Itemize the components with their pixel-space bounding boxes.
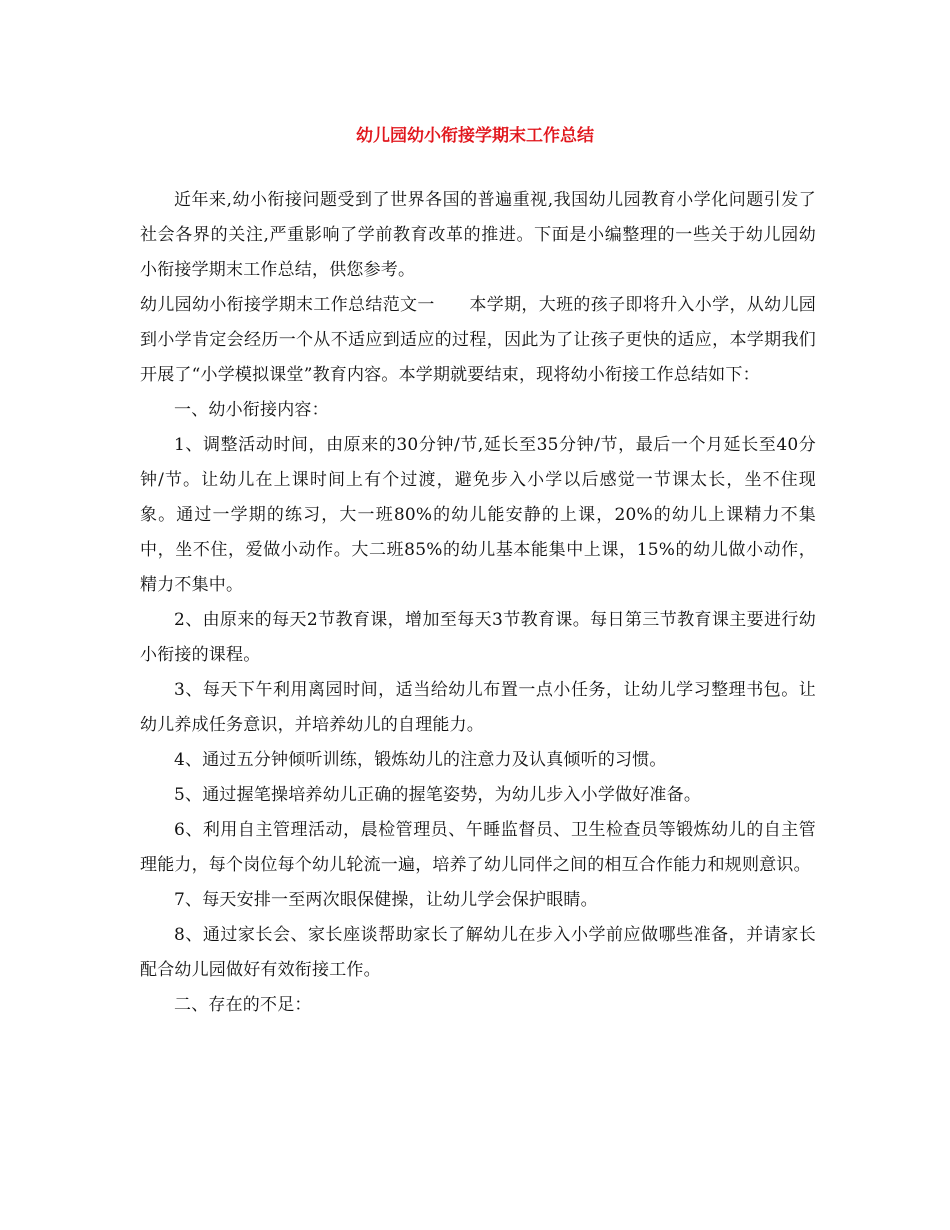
paragraph-item-7: 7、每天安排一至两次眼保健操，让幼儿学会保护眼睛。 bbox=[174, 890, 598, 910]
paragraph-item-2: 2、由原来的每天2节教育课，增加至每天3节教育课。每日第三节教育课主要进行幼小衔接的课程。 bbox=[140, 610, 816, 665]
paragraph-sample-one: 幼儿园幼小衔接学期末工作总结范文一 本学期，大班的孩子即将升入小学，从幼儿园到小学肯定会经历一个从不适应到适应的过程，因此为了让孩子更快的适应，本学期我们开展了“小学模拟课堂”教育内容。本学期就要结束，现将幼小衔接工作总结如下： bbox=[140, 295, 816, 385]
paragraph-item-4: 4、通过五分钟倾听训练，锻炼幼儿的注意力及认真倾听的习惯。 bbox=[174, 750, 667, 770]
section-heading-content: 一、幼小衔接内容： bbox=[174, 400, 329, 420]
paragraph-intro: 近年来,幼小衔接问题受到了世界各国的普遍重视,我国幼儿园教育小学化问题引发了社会各界的关注,严重影响了学前教育改革的推进。下面是小编整理的一些关于幼儿园幼小衔接学期末工作总结，供您参考。 bbox=[140, 190, 816, 280]
paragraph-item-3: 3、每天下午利用离园时间，适当给幼儿布置一点小任务，让幼儿学习整理书包。让幼儿养成任务意识，并培养幼儿的自理能力。 bbox=[140, 680, 816, 735]
document-body bbox=[140, 183, 816, 1023]
paragraph-item-6: 6、利用自主管理活动，晨检管理员、午睡监督员、卫生检查员等锻炼幼儿的自主管理能力，每个岗位每个幼儿轮流一遍，培养了幼儿同伴之间的相互合作能力和规则意识。 bbox=[140, 820, 816, 875]
document-title: 幼儿园幼小衔接学期末工作总结 bbox=[356, 126, 594, 146]
paragraph-item-8: 8、通过家长会、家长座谈帮助家长了解幼儿在步入小学前应做哪些准备，并请家长配合幼儿园做好有效衔接工作。 bbox=[140, 925, 816, 980]
section-heading-shortcomings: 二、存在的不足： bbox=[174, 995, 312, 1015]
paragraph-item-1: 1、调整活动时间，由原来的30分钟/节,延长至35分钟/节，最后一个月延长至40分钟/节。让幼儿在上课时间上有个过渡，避免步入小学以后感觉一节课太长，坐不住现象。通过一学期的练习，大一班80%的幼儿能安静的上课，20%的幼儿上课精力不集中，坐不住，爱做小动作。大二班85%的幼儿基本能集中上课，15%的幼儿做小动作，精力不集中。 bbox=[140, 435, 816, 595]
paragraph-item-5: 5、通过握笔操培养幼儿正确的握笔姿势，为幼儿步入小学做好准备。 bbox=[174, 785, 702, 805]
